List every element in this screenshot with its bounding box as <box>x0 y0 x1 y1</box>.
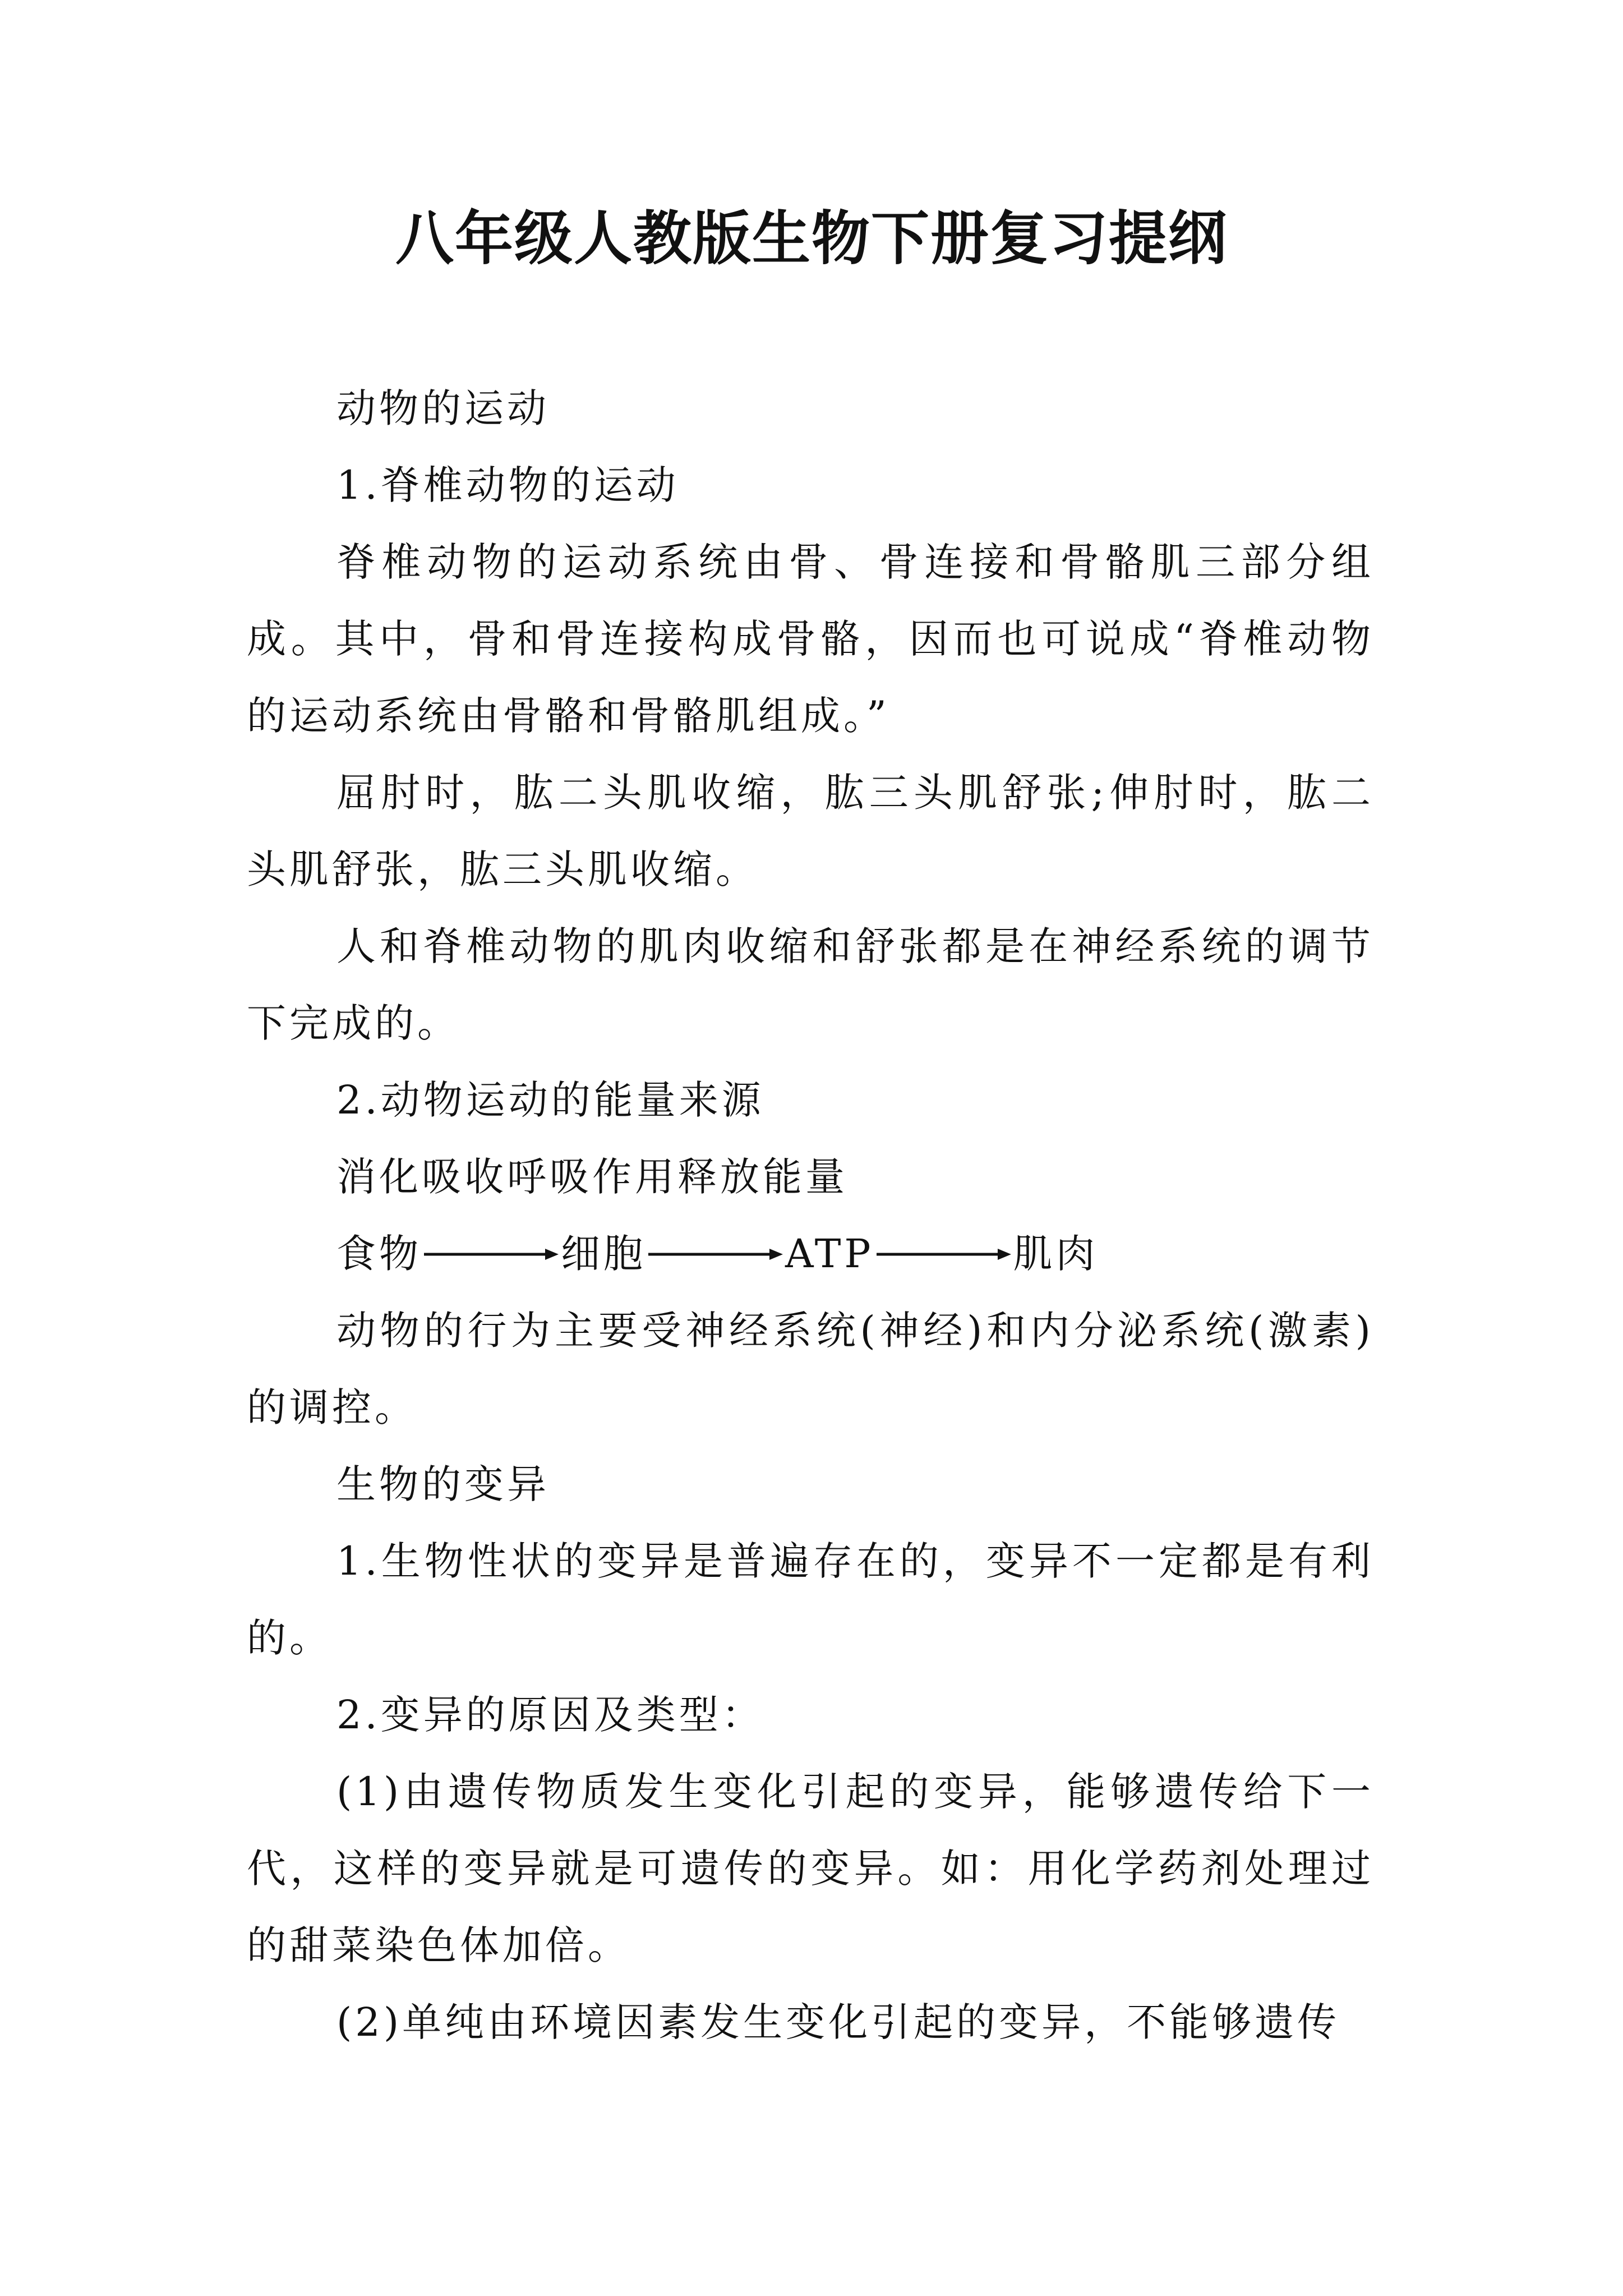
energy-flow-diagram <box>247 1216 1374 1292</box>
document-body <box>247 370 1374 2061</box>
flow-term-muscle: 肌肉 <box>1013 1231 1099 1277</box>
paragraph: 1.生物性状的变异是普遍存在的，变异不一定都是有利的。 <box>247 1538 1374 1661</box>
arrow-right-icon <box>648 1246 783 1263</box>
paragraph: 消化吸收呼吸作用释放能量 <box>336 1154 848 1200</box>
paragraph: (2)单纯由环境因素发生变化引起的变异，不能够遗传 <box>336 1999 1340 2045</box>
section-heading: 生物的变异 <box>336 1461 550 1507</box>
arrow-right-icon <box>424 1246 559 1263</box>
paragraph: (1)由遗传物质发生变化引起的变异，能够遗传给下一代，这样的变异就是可遗传的变异。如：用化学药剂处理过的甜菜染色体加倍。 <box>247 1769 1374 1968</box>
section-heading: 动物的运动 <box>336 385 550 431</box>
flow-term-atp: ATP <box>785 1231 874 1277</box>
paragraph: 脊椎动物的运动系统由骨、骨连接和骨骼肌三部分组成。其中，骨和骨连接构成骨骼，因而也可说成“脊椎动物的运动系统由骨骼和骨骼肌组成。” <box>247 539 1374 739</box>
arrow-right-icon <box>877 1246 1011 1263</box>
page-title: 八年级人教版生物下册复习提纲 <box>395 204 1228 273</box>
paragraph: 动物的行为主要受神经系统(神经)和内分泌系统(激素)的调控。 <box>247 1308 1374 1430</box>
subsection-heading: 1.脊椎动物的运动 <box>336 462 679 508</box>
paragraph: 2.变异的原因及类型： <box>336 1692 764 1738</box>
subsection-heading: 2.动物运动的能量来源 <box>336 1077 764 1123</box>
flow-term-food: 食物 <box>336 1231 422 1277</box>
paragraph: 人和脊椎动物的肌肉收缩和舒张都是在神经系统的调节下完成的。 <box>247 923 1374 1046</box>
flow-term-cell: 细胞 <box>561 1231 646 1277</box>
paragraph: 屈肘时，肱二头肌收缩，肱三头肌舒张;伸肘时，肱二头肌舒张，肱三头肌收缩。 <box>247 770 1374 892</box>
